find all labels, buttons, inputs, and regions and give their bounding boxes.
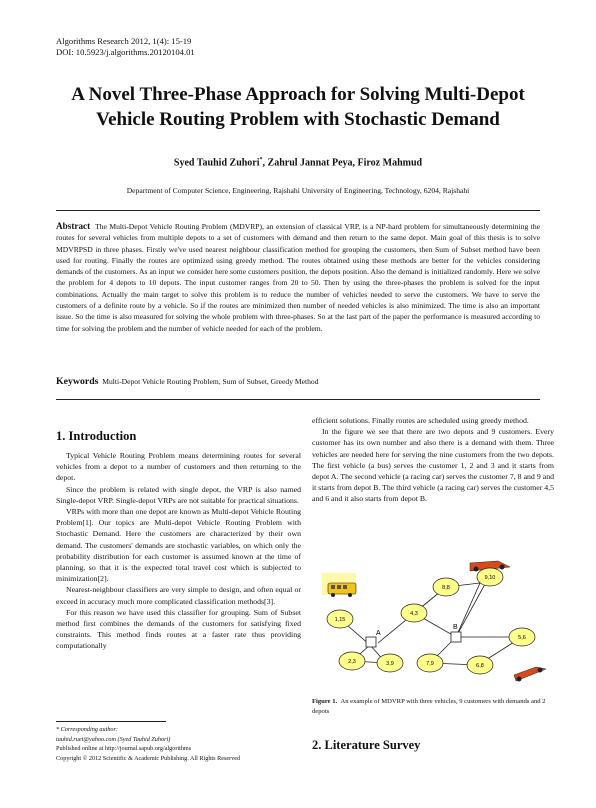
car-wheel: [500, 565, 505, 570]
author-others: , Zahrul Jannat Peya, Firoz Mahmud: [262, 157, 423, 169]
customer-node: [377, 654, 403, 672]
footnote: [56, 721, 301, 763]
keywords: [56, 376, 540, 387]
corresponding-mark: *: [259, 157, 263, 163]
node-label: 3,9: [386, 661, 394, 667]
car-wheel: [538, 668, 543, 673]
node-label: 8,8: [442, 585, 450, 591]
journal-info: [56, 36, 195, 58]
footnote-separator: [56, 721, 166, 722]
paragraph: VRPs with more than one depot are known as Multi-depot Vehicle Routing Problem[1]. Our topics are Multi-depot Vehicle Routing Problem with Stochastic Demand. Here the customers are characterized by their own demand. The customers' demands are stochastic variables, on which only the probability distribution for each customer is assumed known at the time of planning, so that it is the expected total travel cost which is subjected to minimization[2].: [56, 507, 301, 584]
bus-window: [343, 585, 347, 589]
customer-node: [417, 654, 443, 672]
paper-title-line-1: A Novel Three-Phase Approach for Solving Multi-Depot: [71, 84, 525, 105]
paragraph: Typical Vehicle Routing Problem means determining routes for several vehicles from a depot to a number of customers and then returning to the depot.: [56, 451, 301, 483]
bus-icon: [322, 573, 356, 597]
bus-wheel: [348, 593, 352, 597]
abstract-label: Abstract: [56, 221, 91, 231]
node-label: 4,3: [410, 611, 418, 617]
keywords-label: Keywords: [56, 376, 99, 387]
paper-title: [40, 82, 556, 132]
bus-window: [337, 585, 341, 589]
paragraph: For this reason we have used this classifier for grouping. Sum of Subset method first combines the demands of the customers for satisfying fixed constraints. This method finds routes at a faster rate thus providing computationally: [56, 607, 301, 651]
figure-caption-text: An example of MDVRP with three vehicles, 9 customers with demands and 2 depots: [312, 698, 546, 715]
figure-caption: [312, 697, 554, 717]
bus-window: [331, 585, 335, 589]
paper-title-line-2: Vehicle Routing Problem with Stochastic Demand: [96, 109, 500, 130]
footnote-corresponding: * Corresponding author:: [56, 726, 118, 733]
customer-node: [433, 578, 459, 596]
abstract: [56, 221, 540, 334]
depot-a: [366, 630, 381, 647]
customer-node: [477, 568, 503, 586]
paragraph: In the figure we see that there are two depots and 9 customers. Every customer has its own number and also there is a demand with them. Three vehicles are needed here for serving the nine customers from the two depots. The first vehicle (a bus) serves the customer 1, 2 and 3 and it starts from depot A. The second vehicle (a racing car) serves the customer 7, 8 and 9 and it starts from depot B. The third vehicle (a racing car) serves the customer 4,5 and 6 and it also starts from depot B.: [312, 427, 554, 504]
section-heading-literature-survey: 2. Literature Survey: [312, 738, 421, 752]
footnote-copyright: Copyright © 2012 Scientific & Academic Publishing. All Rights Reserved: [56, 754, 241, 762]
customer-nodes: [327, 568, 535, 674]
mdvrp-figure: [318, 553, 550, 693]
depot-label: A: [376, 630, 381, 637]
footnote-email: tauhid.ruet@yahoo.com (Syed Tauhid Zuhori): [56, 735, 171, 743]
node-label: 7,9: [426, 661, 434, 667]
affiliation: Department of Computer Science, Engineering, Rajshahi University of Engineering, Technology, 6204, Rajshahi: [126, 186, 470, 195]
customer-node: [401, 604, 427, 622]
paragraph: Since the problem is related with single depot, the VRP is also named Single-depot VRP. Single-depot VRPs are not suitable for practical situations.: [56, 484, 301, 505]
depot-b: [451, 624, 461, 642]
node-label: 9,10: [484, 575, 496, 581]
keywords-text: Multi-Depot Vehicle Routing Problem, Sum of Subset, Greedy Method: [102, 377, 319, 386]
journal-doi: DOI: 10.5923/j.algorithms.20120104.01: [56, 47, 195, 57]
route-lines: [340, 575, 522, 665]
paragraph-continuation: efficient solutions. Finally routes are scheduled using greedy method.: [312, 416, 529, 425]
bus-wheel: [331, 593, 335, 597]
author-list: [40, 157, 556, 168]
depot-marker: [451, 632, 461, 642]
car-wheel: [474, 567, 479, 572]
right-column: [312, 415, 554, 505]
car-wheel: [517, 677, 522, 682]
customer-node: [509, 628, 535, 646]
node-label: 2,3: [348, 659, 356, 665]
racing-car-icon: [514, 667, 546, 682]
customer-node: [339, 652, 365, 670]
bottom-divider: [56, 399, 540, 400]
customer-node: [327, 610, 353, 628]
customer-node: [467, 656, 493, 674]
node-label: 1,15: [334, 617, 346, 623]
footnote-published: Published online at http://journal.sapub.org/algorithms: [56, 745, 192, 752]
node-label: 5,6: [518, 635, 526, 641]
depot-label: B: [453, 624, 458, 631]
left-column: [56, 450, 301, 652]
top-divider: [56, 210, 540, 211]
abstract-text: The Multi-Depot Vehicle Routing Problem (MDVRP), an extension of classical VRP, is a NP-hard problem for simultaneously determining the routes for several vehicles from multiple depots to a set of customers with demand and then return to the same depot. Main goal of this thesis is to solve MDVRPSD in three phases. Firstly we've used nearest neighbour classification method for grouping the customers, then Sum of Subset method have been used for routing. Finally the routes are optimized using greedy method. The routes obtained using these methods are better for the vehicles considering demands of the customers. As an input we consider here some customers position, the depots position. Also the demand is initialized randomly. Here we solve the problem for 4 depots to 10 depots. The input customer ranges from 20 to 50. Then by using the three-phases the problem is solved for the input combinations. Actually the main target to solve this problem is to reduce the number of vehicles needed to serve the customers. We have to serve the customers of a definite route by a vehicle. So if the routes are minimized then number of needed vehicles is also minimized. The time is also an important issue. So the time is also measured for solving the whole problem with three-phases. So at the last part of the paper the performance is measured according to time for solving the problem and the number of vehicle needed for each of the problem.: [56, 222, 541, 333]
author-primary: Syed Tauhid Zuhori: [173, 157, 260, 169]
node-label: 6,8: [476, 663, 484, 669]
route-edge: [456, 583, 480, 637]
figure-caption-label: Figure 1.: [312, 698, 338, 705]
depot-marker: [366, 637, 376, 647]
section-heading-introduction: 1. Introduction: [56, 429, 137, 443]
journal-citation: Algorithms Research 2012, 1(4): 15-19: [56, 36, 192, 46]
paragraph: Nearest-neighbour classifiers are very simple to design, and often equal or exceed in accuracy much more complicated classification methods[3].: [56, 585, 301, 606]
